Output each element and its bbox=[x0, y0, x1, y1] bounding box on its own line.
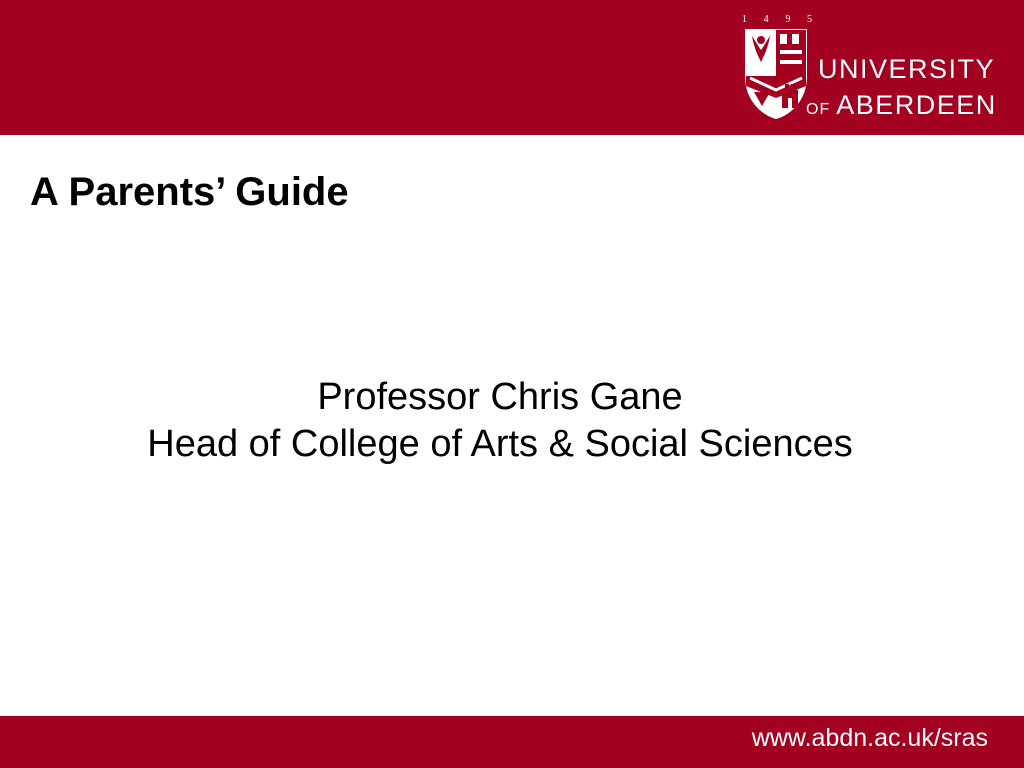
presenter-block bbox=[0, 374, 1000, 468]
university-of: OF bbox=[806, 101, 831, 118]
university-name: UNIVERSITY bbox=[818, 54, 996, 84]
crest-icon bbox=[742, 28, 810, 120]
university-logo bbox=[742, 12, 1012, 122]
presenter-role: Head of College of Arts & Social Sciences bbox=[147, 423, 853, 465]
year-digit: 4 bbox=[763, 14, 769, 25]
slide-title: A Parents’ Guide bbox=[30, 170, 349, 214]
presenter-name: Professor Chris Gane bbox=[317, 376, 683, 418]
year-digit: 1 bbox=[742, 14, 747, 25]
founding-year bbox=[742, 14, 812, 25]
university-place-name: ABERDEEN bbox=[836, 90, 997, 120]
footer-url[interactable]: www.abdn.ac.uk/sras bbox=[751, 724, 988, 752]
university-place bbox=[806, 92, 997, 119]
footer-band bbox=[0, 716, 1024, 768]
year-digit: 9 bbox=[785, 14, 791, 25]
header-band bbox=[0, 0, 1024, 135]
year-digit: 5 bbox=[806, 14, 812, 25]
